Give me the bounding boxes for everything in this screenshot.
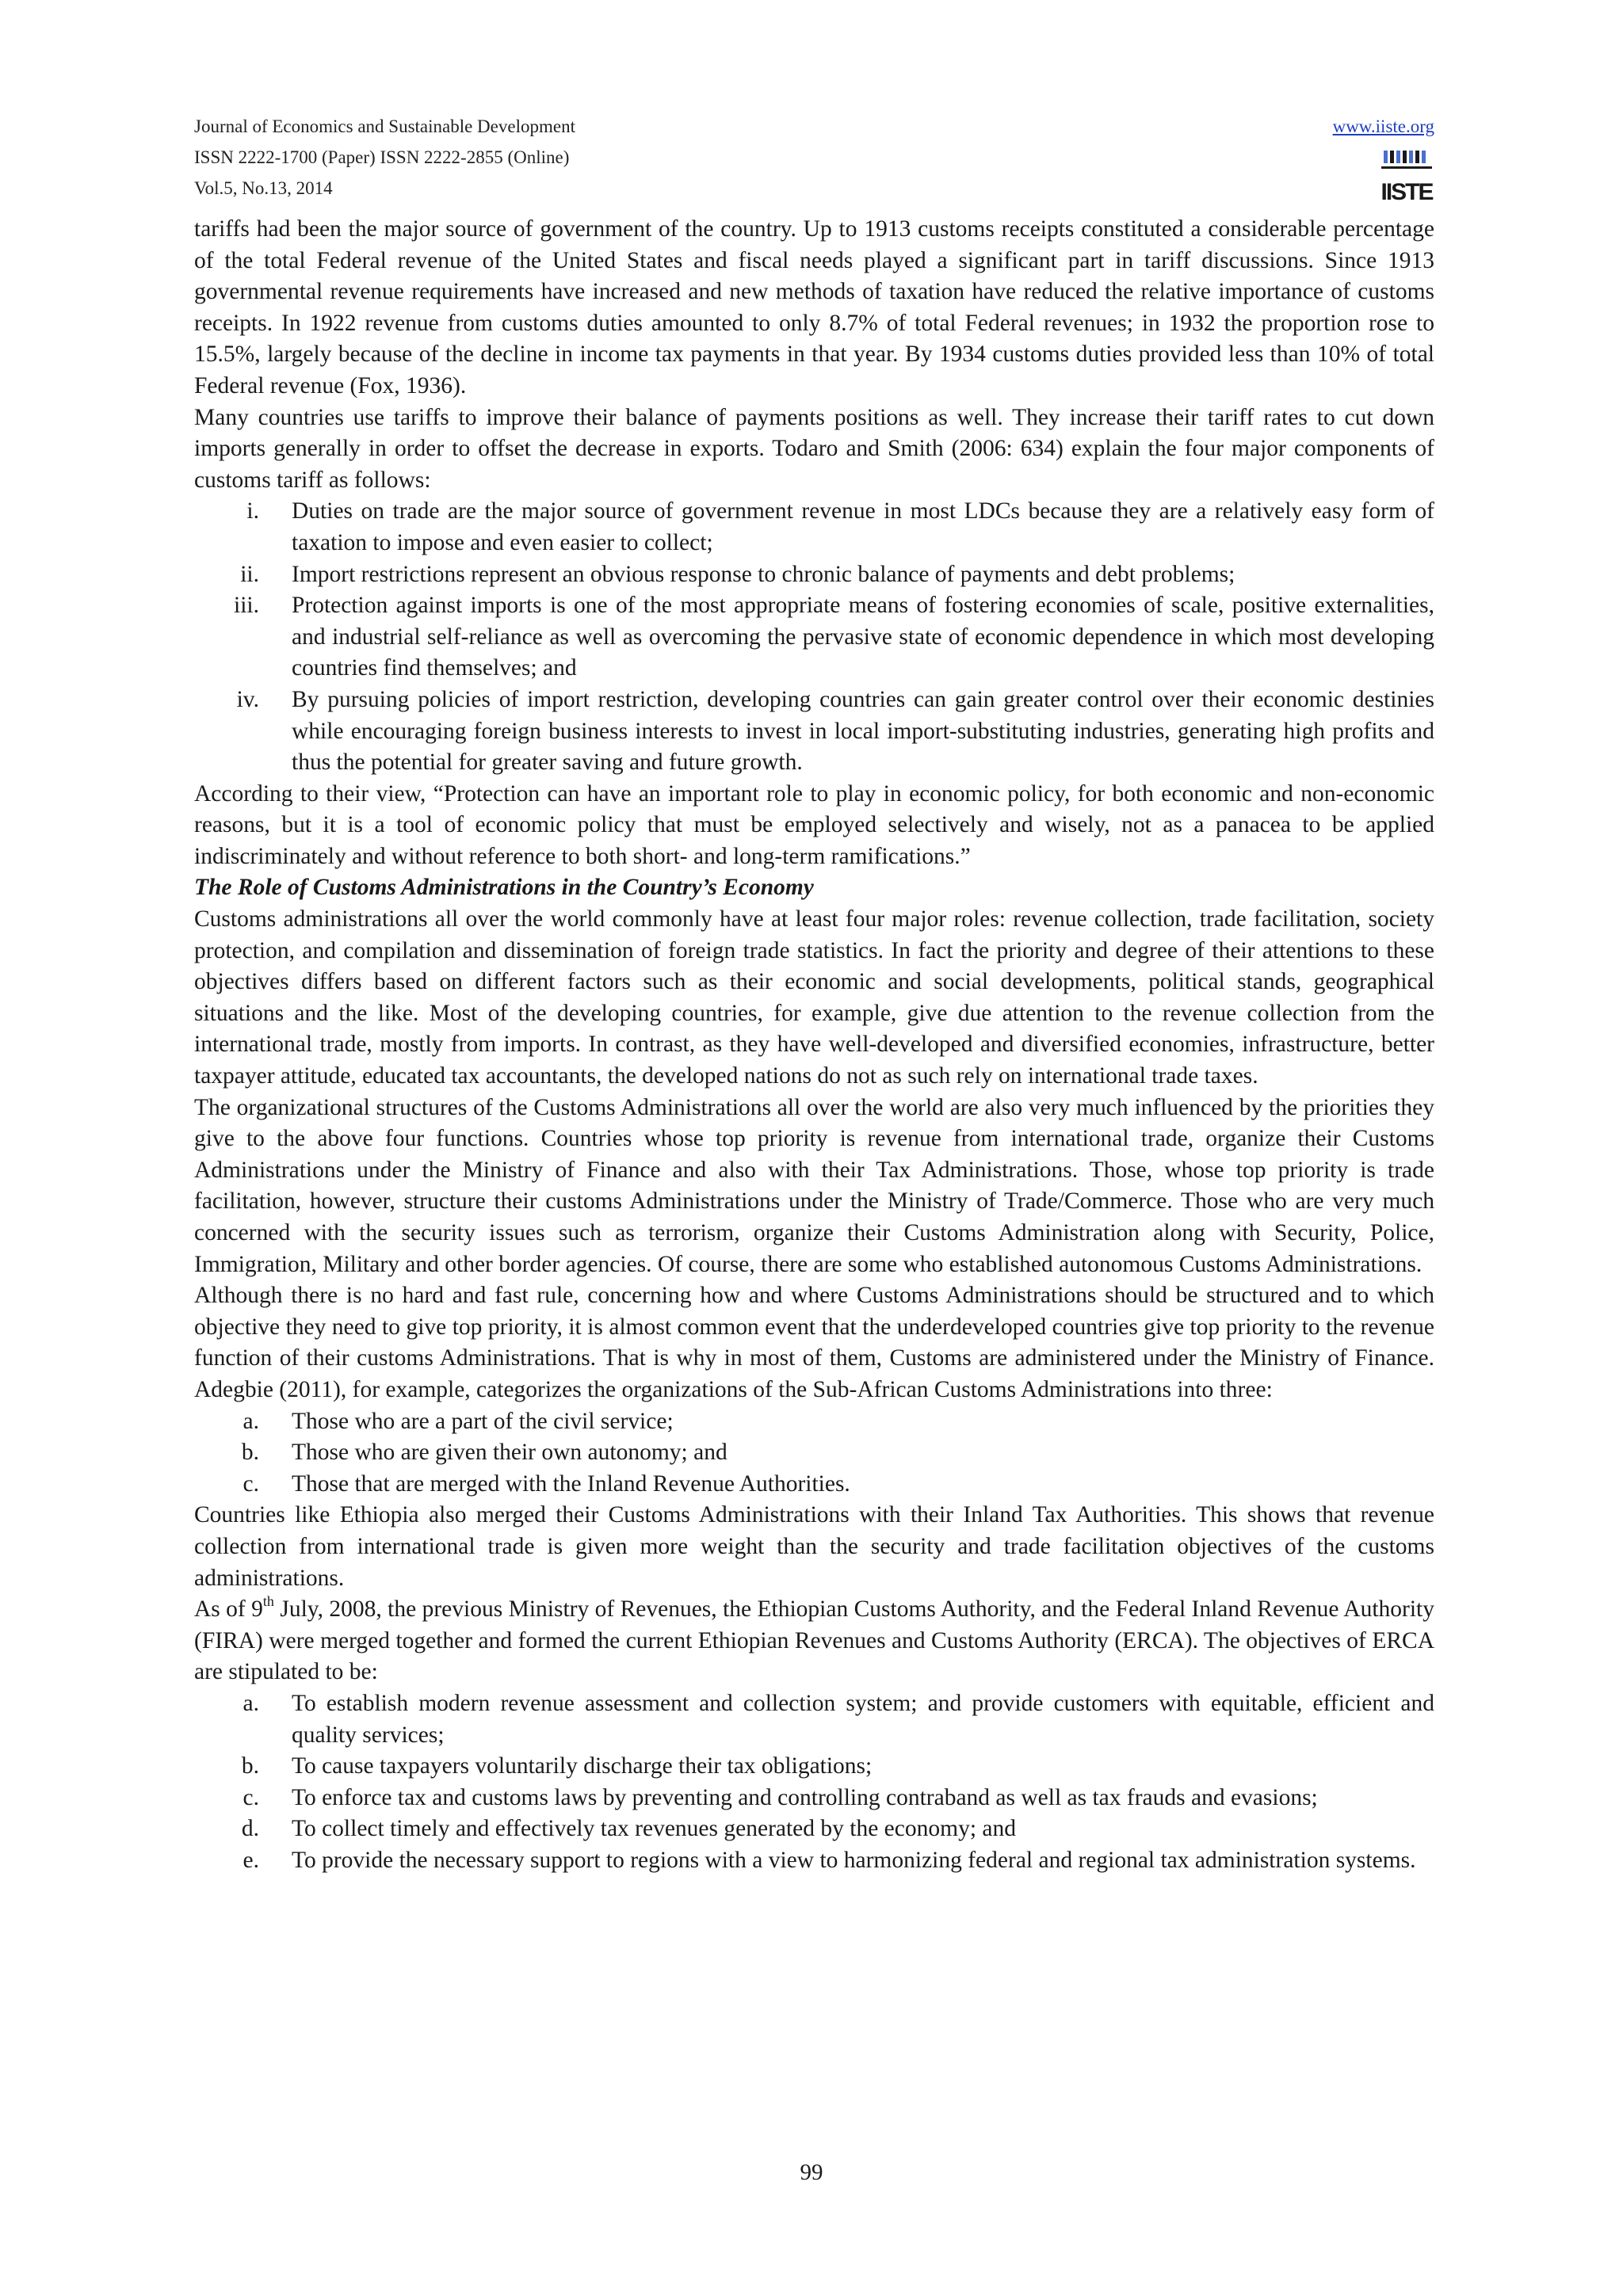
list-marker: ii.: [240, 561, 259, 587]
list-item: [194, 496, 1434, 559]
list-marker: a.: [242, 1690, 259, 1716]
section-heading: The Role of Customs Administrations in the Country’s Economy: [194, 875, 814, 901]
list-item: [194, 685, 1434, 779]
list-marker: iv.: [236, 686, 259, 712]
list-marker: e.: [242, 1847, 259, 1873]
page-number: 99: [800, 2160, 823, 2185]
list-marker: b.: [241, 1753, 259, 1779]
list-item: [194, 1783, 1434, 1814]
list-marker: i.: [246, 498, 259, 524]
customs-organizations-list: [194, 1406, 1434, 1501]
website-link[interactable]: www.iiste.org: [1332, 116, 1434, 136]
list-item-text: To collect timely and effectively tax revenues generated by the economy; and: [292, 1816, 1016, 1842]
list-item-text: Those who are given their own autonomy; and: [292, 1440, 727, 1466]
list-marker: c.: [242, 1784, 259, 1810]
list-item: [194, 1845, 1434, 1877]
list-item-text: Import restrictions represent an obvious response to chronic balance of payments and debt problems;: [292, 561, 1235, 587]
paragraph: According to their view, “Protection can have an important role to play in economic policy, for both economic and non-economic reasons, but it is a tool of economic policy that must be employed selectively and wisely, not as a panacea to be applied indiscriminately and without reference to both short- and long-term ramifications.”: [194, 780, 1434, 869]
list-marker: b.: [241, 1440, 259, 1466]
list-item: [194, 559, 1434, 591]
list-item-text: Duties on trade are the major source of government revenue in most LDCs because they are a relatively easy form of taxation to impose and even easier to collect;: [292, 498, 1434, 555]
list-marker: d.: [241, 1816, 259, 1842]
list-item: [194, 1751, 1434, 1783]
list-item-text: To establish modern revenue assessment and collection system; and provide customers with equitable, efficient and quality services;: [292, 1690, 1434, 1748]
erca-objectives-list: [194, 1688, 1434, 1877]
text-run: As of 9: [194, 1596, 263, 1623]
list-item-text: Those that are merged with the Inland Revenue Authorities.: [292, 1470, 850, 1497]
journal-title: Journal of Economics and Sustainable Development: [194, 116, 575, 136]
list-item-text: By pursuing policies of import restriction, developing countries can gain greater control over their economic destinies while encouraging foreign business interests to invest in local import-substituting industries, generating high profits and thus the potential for greater saving and future growth.: [292, 686, 1434, 776]
svg-text:IISTE: IISTE: [1381, 179, 1433, 204]
list-item: [194, 1406, 1434, 1438]
paragraph: Customs administrations all over the world commonly have at least four major roles: revenue collection, trade facilitation, society protection, and compilation and dissemination of foreign trade statistics. In fact the priority and degree of their attentions to these objectives differs based on different factors such as their economic and social developments, political stands, geographical situations and the like. Most of the developing countries, for example, give due attention to the revenue collection from the international trade, mostly from imports. In contrast, as they have well-developed and diversified economies, infrastructure, better taxpayer attitude, educated tax accountants, the developed nations do not as such rely on international trade taxes.: [194, 906, 1434, 1089]
list-marker: a.: [242, 1408, 259, 1434]
list-item: [194, 1814, 1434, 1845]
text-run: July, 2008, the previous Ministry of Revenues, the Ethiopian Customs Authority, and the Federal Inland Revenue Authority (FIRA) were merged together and formed the current Ethiopian Revenues and Customs Authority (ERCA). The objectives of ERCA are stipulated to be:: [194, 1596, 1435, 1685]
paragraph: The organizational structures of the Customs Administrations all over the world are also very much influenced by the priorities they give to the above four functions. Countries whose top priority is revenue from international trade, organize their Customs Administrations under the Ministry of Finance and also with their Tax Administrations. Those, whose top priority is trade facilitation, however, structure their customs Administrations under the Ministry of Trade/Commerce. Those who are very much concerned with the security issues such as terrorism, organize their Customs Administration along with Security, Police, Immigration, Military and other border agencies. Of course, there are some who established autonomous Customs Administrations.: [194, 1094, 1434, 1277]
article-body: [194, 214, 1434, 1876]
paragraph: Countries like Ethiopia also merged their Customs Administrations with their Inland Tax Authorities. This shows that revenue collection from international trade is given more weight than the security and trade facilitation objectives of the customs administrations.: [194, 1502, 1434, 1591]
paragraph: tariffs had been the major source of government of the country. Up to 1913 customs receipts constituted a considerable percentage of the total Federal revenue of the United States and fiscal needs played a significant part in tariff discussions. Since 1913 governmental revenue requirements have increased and new methods of taxation have reduced the relative importance of customs receipts. In 1922 revenue from customs duties amounted to only 8.7% of total Federal revenues; in 1932 the proportion rose to 15.5%, largely because of the decline in income tax payments in that year. By 1934 customs duties provided less than 10% of total Federal revenue (Fox, 1936).: [194, 216, 1434, 399]
list-item-text: Those who are a part of the civil service;: [292, 1408, 674, 1434]
page-header: [194, 111, 1434, 214]
paragraph: Many countries use tariffs to improve their balance of payments positions as well. They increase their tariff rates to cut down imports generally in order to offset the decrease in exports. Todaro and Smith (2006: 634) explain the four major components of customs tariff as follows:: [194, 404, 1434, 493]
list-item: [194, 590, 1434, 685]
tariff-components-list: [194, 496, 1434, 778]
issn-line: ISSN 2222-1700 (Paper) ISSN 2222-2855 (Online): [194, 147, 570, 167]
list-item-text: Protection against imports is one of the most appropriate means of fostering economies of scale, positive externalities, and industrial self-reliance as well as overcoming the pervasive state of economic dependence in which most developing countries find themselves; and: [292, 593, 1434, 681]
list-item: [194, 1688, 1434, 1751]
superscript: th: [262, 1593, 274, 1610]
volume-line: Vol.5, No.13, 2014: [194, 178, 333, 198]
list-item-text: To enforce tax and customs laws by preventing and controlling contraband as well as tax frauds and evasions;: [292, 1784, 1318, 1810]
paragraph: [194, 1594, 1434, 1688]
list-item: [194, 1437, 1434, 1469]
page: [194, 111, 1434, 1876]
list-item: [194, 1469, 1434, 1501]
list-item-text: To provide the necessary support to regions with a view to harmonizing federal and regional tax administration systems.: [292, 1847, 1416, 1873]
iiste-logo: [1379, 149, 1434, 204]
list-item-text: To cause taxpayers voluntarily discharge their tax obligations;: [292, 1753, 873, 1779]
paragraph: Although there is no hard and fast rule, concerning how and where Customs Administrations should be structured and to which objective they need to give top priority, it is almost common event that the underdeveloped countries give top priority to the revenue function of their customs Administrations. That is why in most of them, Customs are administered under the Ministry of Finance. Adegbie (2011), for example, categorizes the organizations of the Sub-African Customs Administrations into three:: [194, 1283, 1434, 1402]
list-marker: iii.: [234, 593, 259, 619]
list-marker: c.: [242, 1470, 259, 1497]
